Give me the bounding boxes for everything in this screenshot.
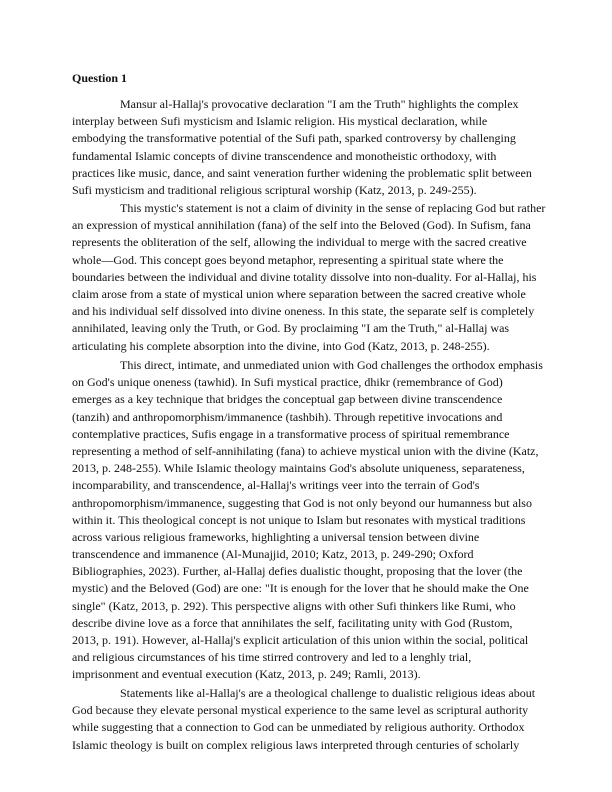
text-line: while suggesting that a connection to God can be unmediated by religious authority. Orthodox [72, 720, 525, 735]
text-line: and his individual self dissolved into divine oneness. In this state, the separate self is completely [72, 304, 535, 319]
question-heading: Question 1 [72, 71, 128, 85]
text-line: embodying the transformative potential of the Sufi path, sparked controversy by challenging [72, 131, 516, 146]
paragraph-1 [72, 96, 540, 199]
paragraph-2 [72, 200, 546, 355]
text-line: representing a method of self-annihilating (fana) to achieve mystical union with the divine (Katz, [72, 443, 539, 458]
text-line: emerges as a key technique that bridges the conceptual gap between divine transcendence [72, 392, 503, 407]
text-line: and religious circumstances of his time stirred controvery and led to a lenghly trial, [72, 650, 472, 665]
text-line: represents the obliteration of the self, allowing the individual to merge with the sacred creative [72, 235, 527, 250]
text-line: anthropomorphism/immanence, suggesting that God is not only beyond our humanness but also [72, 495, 532, 510]
text-line: God because they elevate personal mystical experience to the same level as scriptural authority [72, 703, 529, 718]
text-line: practices like music, dance, and saint veneration further widening the problematic split between [72, 165, 532, 180]
text-line: whole—God. This concept goes beyond metaphor, representing a spiritual state where the [72, 252, 504, 267]
text-line: Mansur al-Hallaj's provocative declaration "I am the Truth" highlights the complex [120, 97, 519, 111]
paragraph-4 [72, 685, 540, 754]
text-line: This mystic's statement is not a claim of divinity in the sense of replacing God but rather [120, 201, 546, 215]
text-line: transcendence and immanence (Al-Munajjid, 2010; Katz, 2013, p. 249-290; Oxford [72, 547, 474, 562]
text-line: Islamic theology is built on complex religious laws interpreted through centuries of scholarly [72, 737, 520, 752]
text-line: contemplative practices, Sufis engage in a transformative process of spiritual remembrance [72, 426, 510, 441]
text-line: Sufi mysticism and traditional religious scriptural worship (Katz, 2013, p. 249-255). [72, 182, 477, 197]
text-line: (tanzih) and anthropomorphism/immanence (tashbih). Through repetitive invocations and [72, 409, 503, 424]
text-line: fundamental Islamic concepts of divine transcendence and monotheistic orthodoxy, with [72, 148, 497, 163]
text-line: 2013, p. 248-255). While Islamic theology maintains God's absolute uniqueness, separateness, [72, 461, 525, 476]
text-line: interplay between Sufi mysticism and Islamic religion. His mystical declaration, while [72, 114, 488, 129]
text-line: incomparability, and transcendence, al-Hallaj's writings veer into the terrain of God's [72, 478, 480, 493]
text-line: annihilated, leaving only the Truth, or God. By proclaiming "I am the Truth," al-Hallaj was [72, 321, 510, 336]
text-line: Statements like al-Hallaj's are a theological challenge to dualistic religious ideas about [120, 686, 536, 700]
text-line: claim arose from a state of mystical union where separation between the sacred creative whole [72, 286, 526, 301]
text-line: This direct, intimate, and unmediated union with God challenges the orthodox emphasis [120, 358, 543, 372]
text-line: on God's unique oneness (tawhid). In Sufi mystical practice, dhikr (remembrance of God) [72, 375, 503, 390]
text-line: boundaries between the individual and divine totality dissolve into non-duality. For al-Hallaj, his [72, 269, 537, 284]
text-line: across various religious frameworks, highlighting a universal tension between divine [72, 529, 480, 544]
paragraph-3 [72, 357, 543, 684]
text-line: an expression of mystical annihilation (fana) of the self into the Beloved (God). In Sufism, fana [72, 218, 531, 233]
text-line: single" (Katz, 2013, p. 292). This perspective aligns with other Sufi thinkers like Rumi, who [72, 598, 516, 613]
text-line: describe divine love as a force that annihilates the self, facilitating unity with God (Rustom, [72, 615, 513, 630]
text-line: mystic) and the Beloved (God) are one: "It is enough for the lover that he should make the One [72, 581, 529, 596]
text-line: 2013, p. 191). However, al-Hallaj's explicit articulation of this union within the social, political [72, 633, 529, 647]
text-line: within it. This theological concept is not unique to Islam but resonates with mystical traditions [72, 512, 526, 527]
text-line: Bibliographies, 2023). Further, al-Hallaj defies dualistic thought, proposing that the lover (the [72, 564, 523, 579]
text-line: articulating his complete absorption into the divine, into God (Katz, 2013, p. 248-255). [72, 338, 490, 353]
text-line: imprisonment and eventual execution (Katz, 2013, p. 249; Ramli, 2013). [72, 667, 421, 682]
